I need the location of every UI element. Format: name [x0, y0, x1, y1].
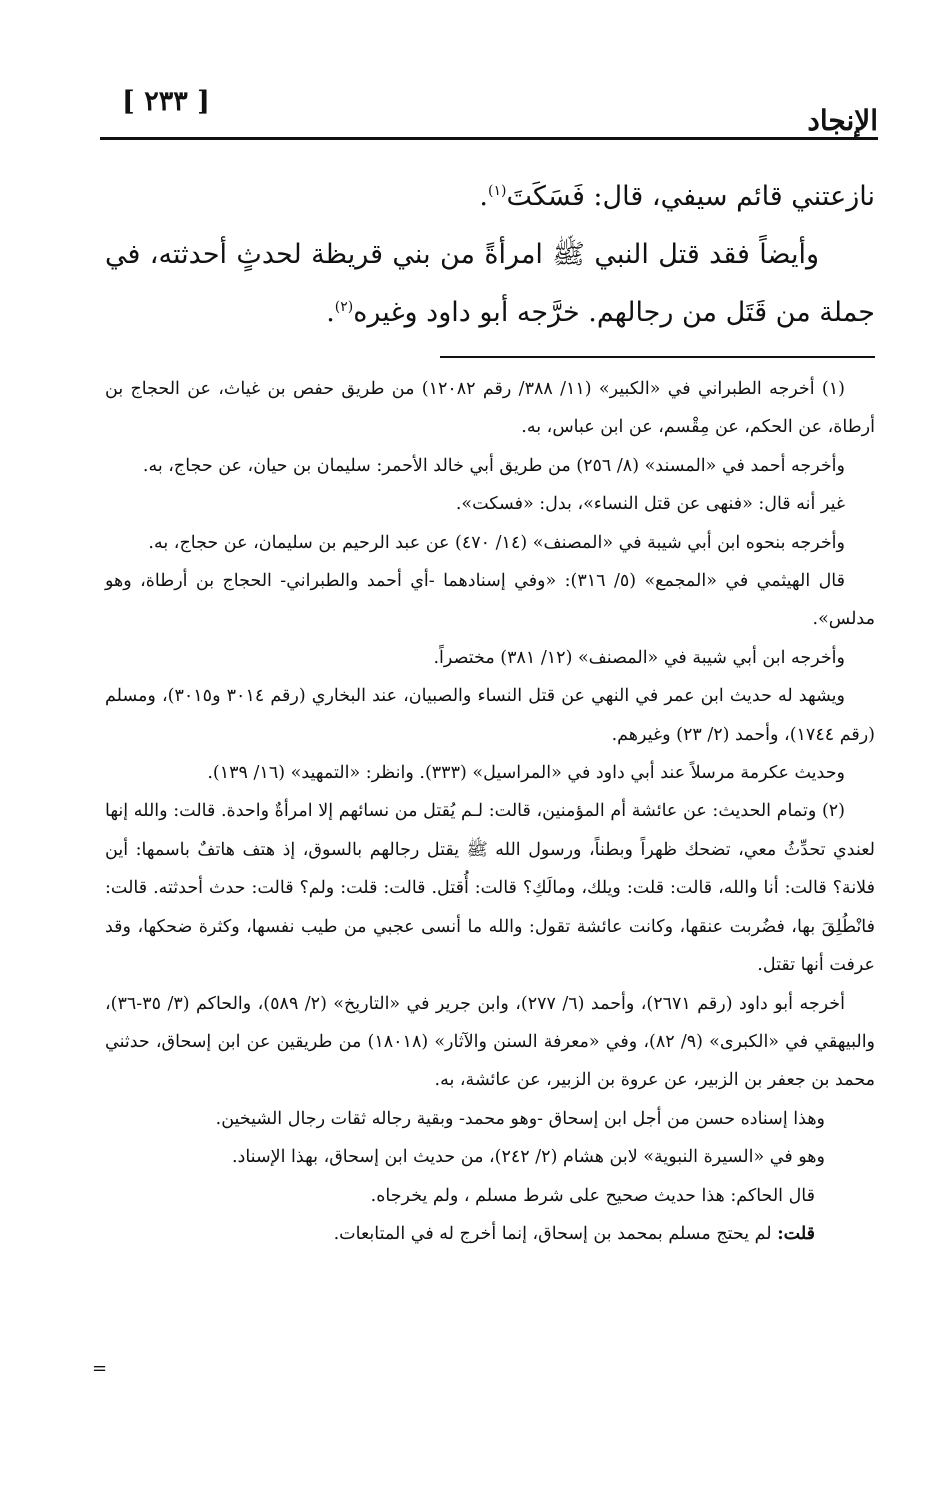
- footnote-ref-2: (٢): [334, 299, 354, 315]
- main-paragraph-1: [105, 168, 875, 226]
- footnote-paragraph: وهو في «السيرة النبوية» لابن هشام (٢/ ٢٤٢)، من حديث ابن إسحاق، بهذا الإسناد.: [231, 1147, 825, 1168]
- footnote-paragraph: وأخرجه ابن أبي شيبة في «المصنف» (١٢/ ٣٨١) مختصراً.: [433, 647, 845, 668]
- running-title: الإنجاد: [807, 104, 878, 137]
- last-note-text: لم يحتج مسلم بمحمد بن إسحاق، إنما أخرج له في المتابعات.: [333, 1223, 778, 1244]
- footnote-paragraph: وأخرجه أحمد في «المسند» (٨/ ٢٥٦) من طريق أبي خالد الأحمر: سليمان بن حيان، عن حجاج، به.: [142, 455, 845, 476]
- main-paragraph-2-text: وأيضاً فقد قتل النبي ﷺ امرأةً من بني قريظة لحدثٍ أحدثته، في جملة من قَتَل من رجالهم. خرَّجه أبو داود وغيره: [105, 239, 875, 328]
- footnote-paragraph: قال الهيثمي في «المجمع» (٥/ ٣١٦): «وفي إسنادهما -أي أحمد والطبراني- الحجاج بن أرطاة، وهو مدلس».: [105, 571, 875, 630]
- main-text: [105, 168, 875, 342]
- last-note-label: قلت:: [777, 1223, 815, 1244]
- footnote-paragraph: أخرجه أبو داود (رقم ٢٦٧١)، وأحمد (٦/ ٢٧٧)، وابن جرير في «التاريخ» (٢/ ٥٨٩)، والحاكم (٣/ ٣٥-٣٦)، والبيهقي في «الكبرى» (٩/ ٨٢)، وفي «معرفة السنن والآثار» (١٨٠١٨) من طريقين عن ابن إسحاق، حدثني محمد بن جعفر بن الزبير، عن عروة بن الزبير، عن عائشة، به.: [105, 993, 876, 1091]
- footnotes: [105, 370, 875, 1253]
- page-number: [ ٢٣٣ ]: [122, 86, 210, 117]
- main-paragraph-1-text: نازعتني قائم سيفي، قال: فَسَكَتَ: [506, 181, 875, 212]
- footnote-ref-1: (١): [487, 183, 507, 199]
- header-rule: [100, 137, 878, 140]
- footnote-last-note: [105, 1215, 875, 1253]
- page-header: [100, 78, 878, 140]
- footnote-paragraph: وأخرجه بنحوه ابن أبي شيبة في «المصنف» (١٤/ ٤٧٠) عن عبد الرحيم بن سليمان، عن حجاج، به.: [148, 532, 845, 553]
- footnote-paragraph: غير أنه قال: «فنهى عن قتل النساء»، بدل: «فسكت».: [455, 494, 845, 515]
- footnote-paragraph: وحديث عكرمة مرسلاً عند أبي داود في «المراسيل» (٣٣٣). وانظر: «التمهيد» (١٦/ ١٣٩).: [207, 763, 845, 784]
- footnote-separator: [440, 356, 875, 358]
- main-paragraph-1-end: .: [479, 181, 488, 212]
- main-paragraph-2: [105, 226, 875, 342]
- footnote-2: (٢) وتمام الحديث: عن عائشة أم المؤمنين، قالت: لـم يُقتل من نسائهم إلا امرأةٌ واحدة. قالت: والله إنها لعندي تحدِّثُ معي، تضحك ظهراً وبطناً، ورسول الله ﷺ يقتل رجالهم بالسوق، إذ هتف هاتفٌ باسمها: أين فلانة؟ قالت: أنا والله، قالت: قلت: ويلك، ومالَكِ؟ قالت: أُقتل. قالت: قلت: ولم؟ قالت: حدث أحدثته. قالت: فانْطُلِقَ بها، فضُربت عنقها، وكانت عائشة تقول: والله ما أنسى عجبي من طيب نفسها، وكثرة ضحكها، وقد عرفت أنها تقتل.: [105, 801, 875, 976]
- footnote-1: (١) أخرجه الطبراني في «الكبير» (١١/ ٣٨٨/ رقم ١٢٠٨٢) من طريق حفص بن غياث، عن الحجاج بن أرطاة، عن الحكم، عن مِقْسم، عن ابن عباس، به.: [105, 379, 875, 438]
- continuation-mark: =: [92, 1358, 108, 1379]
- footnote-paragraph: وهذا إسناده حسن من أجل ابن إسحاق -وهو محمد- وبقية رجاله ثقات رجال الشيخين.: [215, 1108, 825, 1129]
- footnote-paragraph: ويشهد له حديث ابن عمر في النهي عن قتل النساء والصبيان، عند البخاري (رقم ٣٠١٤ و٣٠١٥)، ومسلم (رقم ١٧٤٤)، وأحمد (٢/ ٢٣) وغيرهم.: [105, 686, 875, 745]
- main-paragraph-2-end: .: [326, 297, 335, 328]
- footnote-paragraph: قال الحاكم: هذا حديث صحيح على شرط مسلم ، ولم يخرجاه.: [370, 1185, 815, 1206]
